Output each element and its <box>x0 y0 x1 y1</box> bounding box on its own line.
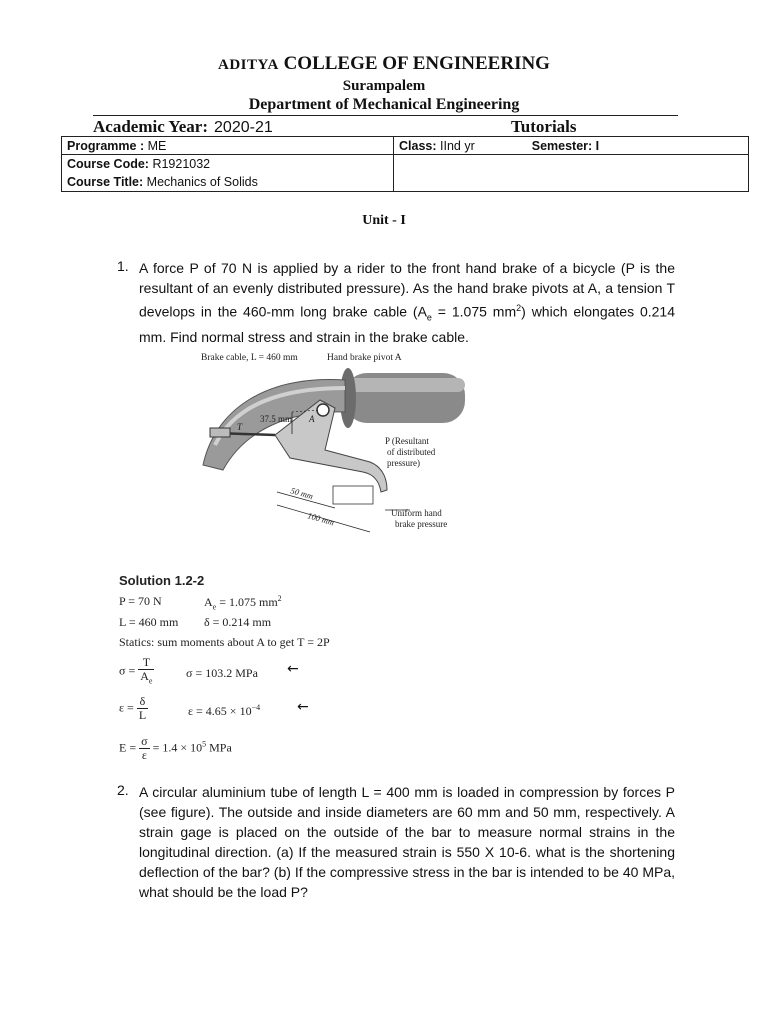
label-pivot: Hand brake pivot A <box>327 353 402 363</box>
semester-label: Semester: <box>531 138 593 153</box>
class-label: Class: <box>399 138 437 153</box>
q1-text-c: ) which elongates 0.214 mm. Find normal stress and strain in the brake cable. <box>139 303 676 346</box>
label-50mm: 50 mm <box>289 485 315 502</box>
course-title-value: Mechanics of Solids <box>146 174 258 189</box>
label-p-1: P (Resultant <box>385 436 429 446</box>
college-location: Surampalem <box>342 78 426 94</box>
solution-sigma-value: σ = 103.2 MPa <box>186 666 258 680</box>
q1-text-sup: 2 <box>516 303 522 313</box>
solution-delta: δ = 0.214 mm <box>204 615 272 629</box>
class-semester-cell <box>394 137 749 155</box>
answer-arrow-1: ← <box>287 661 299 677</box>
label-a: A <box>309 414 315 424</box>
q2-text: A circular aluminium tube of length L = 400 mm is loaded in compression by forces P (see figure). The outside and inside diameters are 60 mm and 50 mm, respectively. A strain gage is placed on the outside of the bar to measure normal strains in the longitudinal direction. (a) If the measured strain is 550 X 10-6. what is the shortening deflection of the bar? (b) If the compressive stress in the bar is intended to be 40 MPa, what should be the load P? <box>139 784 675 900</box>
college-name-main: COLLEGE OF ENGINEERING <box>283 53 550 74</box>
solution-ae: $A_e = 1.075$ $mm^2$ <box>204 594 282 612</box>
q1-text-sub: e <box>426 312 432 323</box>
solution-sigma-formula: σ = $\frac{T}{A_e}$ <box>119 655 153 686</box>
course-code-label: Course Code: <box>67 156 149 171</box>
q1-number: 1. <box>117 258 129 274</box>
label-p-2: of distributed <box>387 447 436 457</box>
label-100mm: 100 mm <box>306 510 336 528</box>
label-37-5: 37.5 mm <box>260 414 293 424</box>
label-uniform-1: Uniform hand <box>391 508 442 518</box>
answer-arrow-2: ← <box>297 699 309 715</box>
pivot-a <box>317 404 329 416</box>
department-name: Department of Mechanical Engineering <box>248 96 520 113</box>
academic-year-label: Academic Year: <box>93 117 209 136</box>
programme-cell <box>62 137 394 155</box>
academic-year-value: 2020-21 <box>214 119 273 136</box>
academic-year <box>93 117 273 137</box>
label-uniform-2: brake pressure <box>395 519 448 529</box>
solution-e-formula: E = $\frac{\sigma}{\varepsilon}$ = $1.4 \times 10^5$ MPa <box>119 734 232 762</box>
label-p-3: pressure) <box>387 458 420 468</box>
course-info-table <box>61 136 749 192</box>
semester-value: I <box>595 138 600 153</box>
solution-eps-value: $\varepsilon = 4.65 \times 10^{-4}$ <box>188 703 261 718</box>
course-code-value: R1921032 <box>152 156 211 171</box>
header-divider <box>93 115 678 116</box>
pressure-box <box>333 486 373 504</box>
bicycle-brake-figure <box>195 350 480 545</box>
unit-title: Unit - I <box>362 213 406 228</box>
course-code-cell <box>62 155 394 173</box>
solution-eps-formula: ε = $\frac{\delta}{L}$ <box>119 694 147 722</box>
solution-statics: Statics: sum moments about A to get T = 2P <box>119 635 330 649</box>
solution-l: L = 460 mm <box>119 615 179 629</box>
course-title-cell <box>62 172 394 192</box>
q1-text-a: A force P of 70 N is applied by a rider to the front hand brake of a bicycle (P is the resultant of an evenly distributed pressure). As the hand brake pivots at A, a tension T develops in the 460-mm long brake cable (A <box>139 260 675 320</box>
course-title-label: Course Title: <box>67 174 144 189</box>
empty-cell <box>394 155 749 192</box>
class-value: IInd yr <box>440 138 475 153</box>
college-name-small: ADITYA <box>218 57 279 73</box>
label-t: T <box>237 422 243 432</box>
solution-title: Solution 1.2-2 <box>119 573 205 588</box>
q1-text <box>139 258 675 347</box>
q1-text-b: = 1.075 mm <box>431 303 517 320</box>
label-brake-cable: Brake cable, L = 460 mm <box>201 353 298 363</box>
solution-p: P = 70 N <box>119 594 162 608</box>
programme-value: ME <box>147 138 167 153</box>
programme-label: Programme : <box>67 138 145 153</box>
q2-number: 2. <box>117 782 129 798</box>
college-name <box>0 53 768 75</box>
tutorials-heading: Tutorials <box>511 117 577 136</box>
